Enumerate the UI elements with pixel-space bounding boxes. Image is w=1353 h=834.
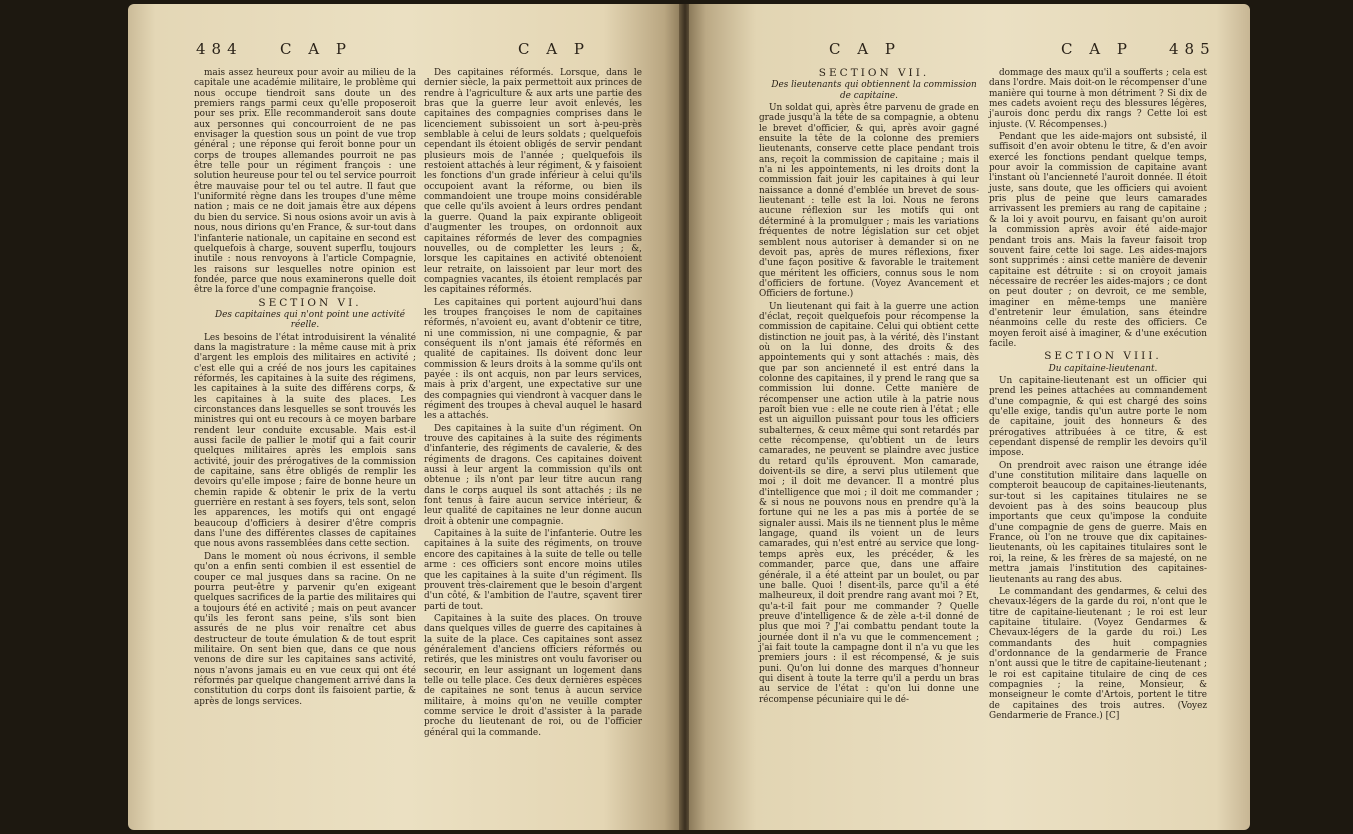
paragraph: Un soldat qui, après être parvenu de grade en grade jusqu'à la tête de sa compagnie, a obtenu le brevet d'officier, & qui, après avoir gagné ensuite la tête de la colonne des premiers lieutenants, conserve cette place pendant trois ans, reçoit la commission de capitaine ; mais il n'a ni les appointements, ni les droits dont la commission fait jouir les capitaines à qui leur naissance a donné d'emblée un brevet de sous-lieutenant : telle est la loi. Nous ne ferons aucune réflexion sur les motifs qui ont déterminé à la promulguer ; mais les variations fréquentes de notre législation sur cet objet semblent nous autoriser à demander si on ne devoit pas, après de mures réflexions, fixer d'une façon positive & favorable le traitement que méritent les officiers, connus sous le nom d'officiers de fortune. (Voyez Avancement et Officiers de fortune.) <box>759 103 979 300</box>
paragraph: mais assez heureux pour avoir au milieu de la capitale une académie militaire, le problème qui nous occupe tiendroit sans doute un des premiers rangs parmi ceux qu'elle proposeroit pour ses prix. Elle recommanderoit sans doute aux personnes qui concourroient de ne pas envisager la question sous un point de vue trop général ; une réponse qui feroit bonne pour un corps de troupes allemandes pourroit ne pas être telle pour un régiment françois : une solution heureuse pour tel ou tel service pourroit être mauvaise pour tel ou tel autre. Il faut que l'uniformité règne dans les troupes d'une même nation ; mais ce ne doit jamais être aux dépens du bien du service. Si nous osions avoir un avis à nous, nous dirions qu'en France, & sur-tout dans l'infanterie nationale, un capitaine en second est quelquefois à charge, souvent superflu, toujours inutile : nous renvoyons à l'article Compagnie, les raisons sur lesquelles notre opinion est fondée, parce que nous examinerons quelle doit être la force d'une compagnie françoise. <box>194 68 416 296</box>
open-book <box>128 4 1250 830</box>
paragraph: Un capitaine-lieutenant est un officier qui prend les peines attachées au commandement d'une compagnie, & qui est chargé des soins qu'elle exige, tandis qu'un autre porte le nom de capitaine, jouit des honneurs & des prérogatives attribuées à ce titre, & est cependant dispensé de remplir les devoirs qu'il impose. <box>989 375 1207 459</box>
paragraph: Capitaines à la suite de l'infanterie. Outre les capitaines à la suite des régiments, on trouve encore des capitaines à la suite de telle ou telle arme : ces officiers sont encore moins utiles que les capitaines à la suite d'un régiment. Ils prouvent très-clairement que le besoin d'argent d'un côté, & l'ambition de l'autre, sçavent tirer parti de tout. <box>424 529 642 612</box>
left-column-2 <box>424 68 642 740</box>
section-subtitle: Des capitaines qui n'ont point une activité réelle. <box>214 309 406 331</box>
right-column-2 <box>989 68 1207 723</box>
section-heading: SECTION VI. <box>258 296 362 309</box>
section-subtitle: Du capitaine-lieutenant. <box>1048 363 1158 374</box>
paragraph: Capitaines à la suite des places. On trouve dans quelques villes de guerre des capitaines à la suite de la place. Ces capitaines sont assez généralement d'anciens officiers réformés ou retirés, que les ministres ont voulu favoriser ou secourir, en leur assignant un logement dans telle ou telle place. Ces deux dernières espèces de capitaines ne sont tenus à aucun service militaire, à moins qu'on ne veuille compter comme service le droit d'assister à la parade proche du lieutenant de roi, ou de l'officier général qui la commande. <box>424 613 642 738</box>
paragraph: Les capitaines qui portent aujourd'hui dans les troupes françoises le nom de capitaines réformés, n'avoient eu, avant d'obtenir ce titre, ni une commission, ni une compagnie, & par conséquent ils n'ont jamais été réformés en qualité de capitaines. Ils doivent donc leur commission & leurs droits à la somme qu'ils ont payée : ils ont acquis, non par leurs services, mais à prix d'argent, une expectative sur une des compagnies qui viendront à vacquer dans le régiment des troupes à cheval auquel le hasard les a attachés. <box>424 297 642 422</box>
paragraph: Le commandant des gendarmes, & celui des chevaux-légers de la garde du roi, n'ont que le titre de capitaine-lieutenant ; le roi est leur capitaine titulaire. (Voyez Gendarmes & Chevaux-légers de la garde du roi.) Les commandants des huit compagnies d'ordonnance de la gendarmerie de France n'ont aussi que le titre de capitaine-lieutenant ; le roi est capitaine titulaire de cinq de ces compagnies ; la reine, Monsieur, & monseigneur le comte d'Artois, portent le titre de capitaines des trois autres. (Voyez Gendarmerie de France.) [C] <box>989 586 1207 721</box>
page-number: 484 <box>196 40 243 58</box>
left-page <box>128 4 681 830</box>
running-head: C A P <box>280 40 352 58</box>
paragraph: Pendant que les aide-majors ont subsisté, il suffisoit d'en avoir obtenu le titre, & d'en avoir exercé les fonctions pendant quelque temps, pour avoir la commission de capitaine avant l'instant où l'ancienneté l'auroit donnée. Il étoit juste, sans doute, que les officiers qui avoient pris plus de peine que leurs camarades arrivassent les premiers au rang de capitaine ; & la loi y avoit pourvu, en faisant qu'on auroit la commission après avoir été aide-major pendant trois ans. Mais la faveur faisoit trop souvent faire cette loi sage. Les aides-majors sont supprimés : ainsi cette manière de devenir capitaine est détruite : si on croyoit jamais nécessaire de recréer les aides-majors ; ce dont on peut douter ; on devroit, ce me semble, imaginer en même-temps une manière d'entretenir leur émulation, sans éteindre néanmoins celle du reste des officiers. Ce moyen feroit aisé à imaginer, & d'une exécution facile. <box>989 132 1207 349</box>
page-number: 485 <box>1169 40 1216 58</box>
paragraph: Des capitaines réformés. Lorsque, dans le dernier siècle, la paix permettoit aux princes de rendre à l'agriculture & aux arts une partie des bras que la guerre leur avoit enlevés, les capitaines des compagnies comprises dans le licenciement subissoient un sort à-peu-près semblable à celui de leurs soldats ; quelquefois cependant ils étoient obligés de servir pendant plusieurs mois de l'année ; quelquefois ils restoient attachés à leur régiment, & y faisoient les fonctions d'un grade inférieur à celui qu'ils occupoient avant la réforme, ou bien ils commandoient une troupe moins considérable que celle qu'ils avoient à leurs ordres pendant la guerre. Quand la paix expirante obligeoit d'augmenter les troupes, on ordonnoit aux capitaines réformés de lever des compagnies nouvelles, ou de completter les leurs ; &, lorsque les capitaines en activité obtenoient leur retraite, on laissoient par leur mort des compagnies vacantes, ils étoient remplacés par les capitaines réformés. <box>424 68 642 296</box>
left-column-1 <box>194 68 416 709</box>
section-heading: SECTION VII. <box>818 67 930 79</box>
paragraph: Des capitaines à la suite d'un régiment. On trouve des capitaines à la suite des régiments d'infanterie, des régiments de cavalerie, & des régiments de dragons. Ces capitaines doivent aussi à leur argent la commission qu'ils ont obtenue ; ils n'ont par leur titre aucun rang dans le corps auquel ils sont attachés ; ils ne font tenus à faire aucun service intérieur, & leur qualité de capitaines ne leur donne aucun droit à obtenir une compagnie. <box>424 423 642 527</box>
running-head: C A P <box>1061 40 1133 58</box>
paragraph: dommage des maux qu'il a soufferts ; cela est dans l'ordre. Mais doit-on le récompenser d'une manière qui tourne à mon détriment ? Si dix de mes cadets avoient reçu des blessures légères, j'aurois donc perdu dix rangs ? Cette loi est injuste. (V. Récompenses.) <box>989 68 1207 130</box>
column-head: C A P <box>518 40 590 58</box>
paragraph: Dans le moment où nous écrivons, il semble qu'on a enfin senti combien il est essentiel de couper ce mal jusques dans sa racine. On ne pourra peut-être y parvenir qu'en exigeant quelques sacrifices de la partie des militaires qui a toujours été en activité ; mais on peut avancer qu'ils les feront sans peine, s'ils sont bien assurés de ne plus voir renaître cet abus destructeur de toute émulation & de tout esprit militaire. On sent bien que, dans ce que nous venons de dire sur les capitaines sans activité, nous n'avons jamais eu en vue ceux qui ont été réformés par quelque changement arrivé dans la constitution du corps dont ils faisoient partie, & après de longs services. <box>194 551 416 707</box>
right-column-1 <box>759 68 979 707</box>
right-page <box>689 4 1250 830</box>
section-subtitle: Des lieutenants qui obtiennent la commission de capitaine. <box>771 80 977 101</box>
paragraph: On prendroit avec raison une étrange idée d'une constitution militaire dans laquelle on compteroit beaucoup de capitaines-lieutenants, sur-tout si les capitaines titulaires ne se devoient pas à des soins beaucoup plus importants que ceux qu'impose la conduite d'une compagnie de gens de guerre. Mais en France, où l'on ne trouve que dix capitaines-lieutenants, où les capitaines titulaires sont le roi, la reine, & les frères de sa majesté, on ne mettra jamais l'institution des capitaines-lieutenants au rang des abus. <box>989 460 1207 585</box>
column-head: C A P <box>829 40 901 58</box>
paragraph: Un lieutenant qui fait à la guerre une action d'éclat, reçoit quelquefois pour récompense la commission de capitaine. Celui qui obtient cette distinction ne jouit pas, à la vérité, dès l'instant où on la lui donne, des droits & des appointements qui y sont attachés : mais, dès que par son ancienneté il est entré dans la colonne des capitaines, il y prend le rang que sa commission lui donne. Cette manière de récompenser une action utile à la patrie nous paroît bien vue : elle ne coute rien à l'état ; elle est un aiguillon puissant pour tous les officiers subalternes, & ceux même qui sont retardés par cette récompense, qu'obtient un de leurs camarades, ne peuvent se plaindre avec justice du retard qu'ils éprouvent. Mon camarade, doivent-ils se dire, a servi plus utilement que moi ; il doit me devancer. Il a montré plus d'intelligence que moi ; il doit me commander ; & si nous ne pouvons nous en prendre qu'à la fortune qui ne les a pas mis à portée de se signaler aussi. Mais ils ne tiennent plus le même langage, quand ils voient un de leurs camarades, qui n'est entré au service que long-temps après eux, les précéder, & les commander, parce que, dans une affaire générale, il a été atteint par un boulet, ou par une balle. Quoi ! disent-ils, parce qu'il a été malheureux, il doit prendre rang avant moi ? Et, qu'a-t-il fait pour me commander ? Quelle preuve d'intelligence & de zèle a-t-il donné de plus que moi ? J'ai combattu pendant toute la journée dont il n'a vu que le commencement ; j'ai fait toute la campagne dont il n'a vu que les premiers jours : il est récompensé, & je suis puni. Qu'on lui donne des marques d'honneur qui disent à toute la terre qu'il a perdu un bras au service de l'état : qu'on lui donne une récompense pécuniaire qui le dé- <box>759 301 979 705</box>
section-heading: SECTION VIII. <box>1044 350 1162 363</box>
paragraph: Les besoins de l'état introduisirent la vénalité dans la magistrature : la même cause mit à prix d'argent les emplois des militaires en activité ; c'est elle qui a créé de nos jours les capitaines réformés, les capitaines à la suite des régimens, les capitaines à la suite des différens corps, & les capitaines à la suite des places. Les circonstances dans lesquelles se sont trouvés les ministres qui ont eu recours à ce moyen barbare rendent leur conduite excusable. Mais est-il aussi facile de pallier le motif qui a fait courir quelques militaires après les emplois sans activité, jouir des prérogatives de la commission de capitaine, sans être obligés de remplir les devoirs qu'elle impose ; faire de bonne heure un chemin rapide & obtenir le prix de la vertu guerrière en restant à ses foyers, tels sont, selon les apparences, les motifs qui ont engagé beaucoup d'officiers à desirer d'être compris dans l'une des différentes classes de capitaines que nous avons rassemblées dans cette section. <box>194 332 416 550</box>
